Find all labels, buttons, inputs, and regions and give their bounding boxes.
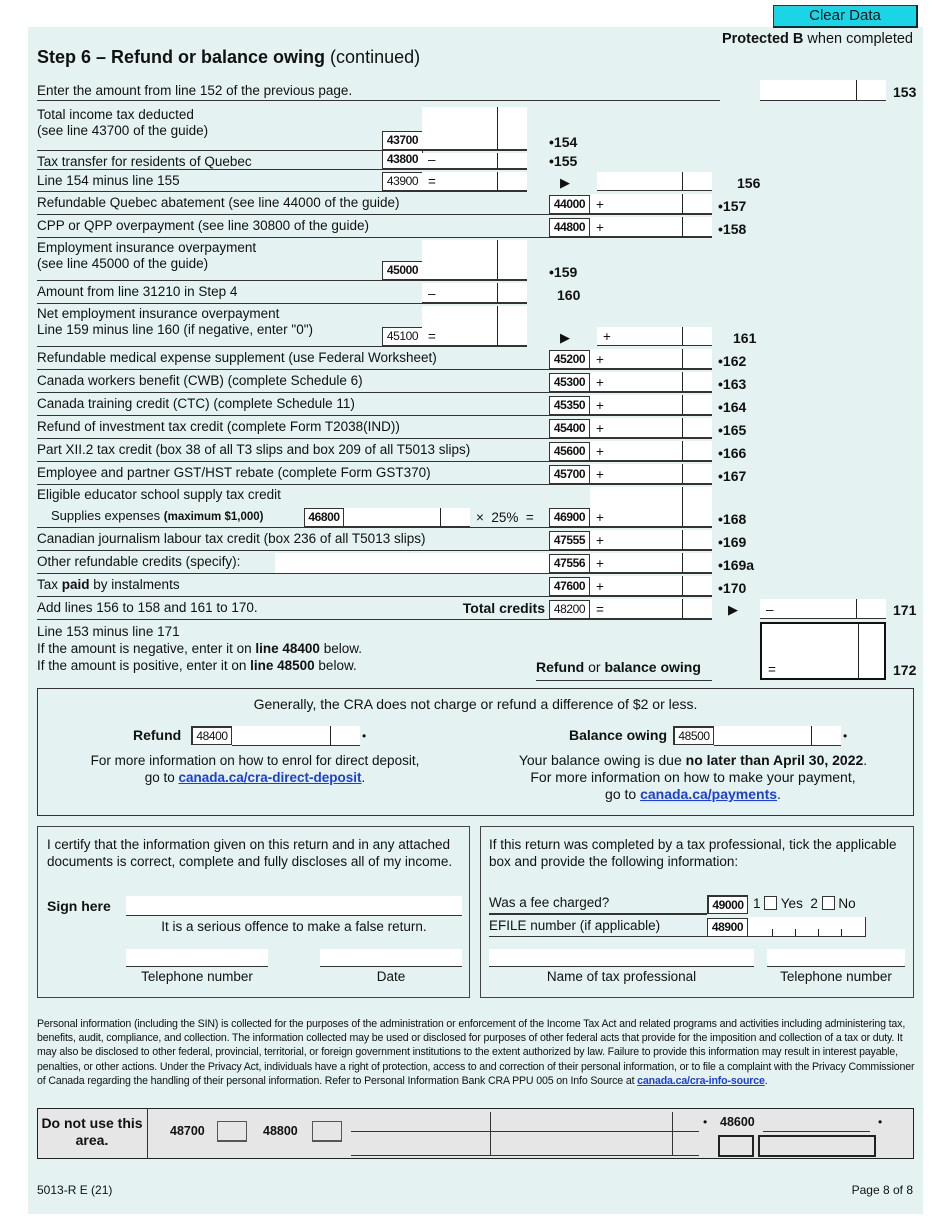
cents-divider bbox=[497, 153, 498, 168]
line-code-box: 45000 bbox=[382, 261, 423, 280]
operator-sign: + bbox=[596, 197, 604, 212]
line-number: •166 bbox=[718, 445, 747, 461]
line-code-box: 43800 bbox=[382, 150, 423, 169]
office-tick bbox=[490, 1112, 491, 1155]
cents-divider bbox=[682, 418, 683, 437]
line-number: •164 bbox=[718, 399, 747, 415]
cents-divider bbox=[682, 599, 683, 618]
telephone-label: Telephone number bbox=[141, 969, 253, 984]
operator-sign: + bbox=[596, 352, 604, 367]
operator-sign: + bbox=[596, 467, 604, 482]
line-amount-input[interactable] bbox=[590, 553, 712, 573]
line-amount-input[interactable] bbox=[590, 530, 712, 550]
no-label: No bbox=[838, 896, 856, 911]
line-number: •158 bbox=[718, 221, 747, 237]
paid-bold: paid bbox=[61, 577, 90, 592]
operator-sign: + bbox=[596, 375, 604, 390]
line-amount-input[interactable] bbox=[590, 487, 712, 527]
operator-sign: + bbox=[596, 398, 604, 413]
line-label: CPP or QPP overpayment (see line 30800 of the guide) bbox=[37, 218, 369, 233]
line-label: Canada training credit (CTC) (complete Schedule 11) bbox=[37, 396, 355, 411]
operator-sign: = bbox=[428, 174, 436, 189]
cents-divider bbox=[497, 107, 498, 149]
operator-sign: + bbox=[596, 220, 604, 235]
no-checkbox[interactable] bbox=[822, 896, 835, 910]
divider bbox=[147, 1108, 148, 1159]
tax-professional-text: If this return was completed by a tax professional, tick the applicable box and provide the following information: bbox=[489, 837, 897, 869]
office-box bbox=[718, 1135, 754, 1157]
or-word: or bbox=[584, 659, 605, 675]
balance-owing-word: balance owing bbox=[604, 659, 701, 675]
refund-code-box: 48400 bbox=[191, 726, 232, 745]
operator-sign: = bbox=[596, 602, 604, 617]
efile-label: EFILE number (if applicable) bbox=[489, 918, 661, 933]
supplies-expenses-label bbox=[51, 508, 263, 523]
row-divider bbox=[37, 237, 712, 238]
line-label: Canada workers benefit (CWB) (complete Schedule 6) bbox=[37, 373, 363, 388]
protected-b-notice bbox=[722, 31, 913, 47]
date-label: Date bbox=[376, 969, 406, 984]
operator-sign: – bbox=[428, 286, 436, 301]
line-code-box: 45300 bbox=[549, 373, 590, 392]
line-amount-input[interactable] bbox=[590, 464, 712, 484]
line-amount-input[interactable] bbox=[422, 107, 527, 150]
cents-divider bbox=[682, 530, 683, 549]
operator-sign: + bbox=[596, 444, 604, 459]
line-label: Other refundable credits (specify): bbox=[37, 554, 241, 569]
line-number: 161 bbox=[733, 330, 757, 346]
row-divider bbox=[37, 392, 712, 393]
line-code-box: 45700 bbox=[549, 465, 590, 484]
line-label: Part XII.2 tax credit (box 38 of all T3 slips and box 209 of all T5013 slips) bbox=[37, 442, 471, 457]
row-divider bbox=[37, 191, 527, 192]
cents-divider bbox=[682, 487, 683, 526]
line-code-box: 48200 bbox=[549, 600, 590, 619]
decimal-dot: • bbox=[878, 1115, 883, 1129]
office-code-48700: 48700 bbox=[170, 1124, 205, 1138]
sign-here-label: Sign here bbox=[47, 898, 111, 914]
line-amount-input[interactable] bbox=[422, 283, 527, 303]
line-label: Net employment insurance overpayment Line 159 minus line 160 (if negative, enter "0") bbox=[37, 306, 313, 337]
row-divider bbox=[37, 415, 712, 416]
row-divider bbox=[37, 550, 712, 551]
supplies-expenses-input[interactable] bbox=[344, 508, 470, 527]
line-number: •165 bbox=[718, 422, 747, 438]
direct-deposit-info bbox=[37, 752, 473, 786]
line-label: Add lines 156 to 158 and 161 to 170. bbox=[37, 600, 258, 615]
line-code-box: 47556 bbox=[549, 554, 590, 573]
row-divider bbox=[37, 527, 712, 528]
line-number: •163 bbox=[718, 376, 747, 392]
operator-sign: + bbox=[596, 533, 604, 548]
cents-divider bbox=[497, 283, 498, 302]
digit-tick bbox=[818, 929, 819, 936]
clear-data-button[interactable]: Clear Data bbox=[773, 5, 918, 28]
line-code-box: 43900 bbox=[382, 172, 423, 191]
decimal-dot: • bbox=[703, 1115, 708, 1129]
cents-divider bbox=[330, 726, 331, 745]
operator-sign: + bbox=[596, 510, 604, 525]
direct-deposit-link[interactable]: canada.ca/cra-direct-deposit bbox=[178, 770, 362, 785]
cents-divider bbox=[440, 508, 441, 526]
line-code-box: 46900 bbox=[549, 508, 590, 527]
line-number: •162 bbox=[718, 353, 747, 369]
line-number-172: 172 bbox=[893, 662, 917, 678]
line-label: Tax paid by instalments bbox=[37, 577, 180, 592]
option-1-number: 1 bbox=[753, 896, 761, 911]
line-number: •169a bbox=[718, 557, 755, 573]
line-label: Employment insurance overpayment (see line 45000 of the guide) bbox=[37, 240, 257, 271]
office-tick bbox=[672, 1112, 673, 1155]
line-amount-input[interactable] bbox=[597, 327, 712, 346]
line-label: Employee and partner GST/HST rebate (complete Form GST370) bbox=[37, 465, 431, 480]
row-divider bbox=[37, 303, 527, 304]
tax-professional-telephone-label: Telephone number bbox=[780, 969, 892, 984]
line-172-label bbox=[37, 623, 362, 674]
cents-divider bbox=[682, 372, 683, 391]
line-number: •169 bbox=[718, 534, 747, 550]
line-number: 171 bbox=[893, 602, 917, 618]
fee-code-box: 49000 bbox=[707, 895, 748, 914]
office-code-48600: 48600 bbox=[720, 1115, 755, 1129]
due-date: no later than April 30, 2022 bbox=[685, 752, 864, 768]
operator-sign: + bbox=[603, 329, 611, 344]
line-label: Refund of investment tax credit (complete Form T2038(IND)) bbox=[37, 419, 400, 434]
row-divider bbox=[37, 573, 712, 574]
operator-sign: + bbox=[596, 556, 604, 571]
line-number: •159 bbox=[549, 264, 578, 280]
line-amount-input[interactable] bbox=[422, 153, 527, 169]
line-code-box: 45400 bbox=[549, 419, 590, 438]
balance-owing-label: Balance owing bbox=[569, 727, 668, 743]
balance-owing-input[interactable] bbox=[714, 726, 841, 746]
period: . bbox=[777, 786, 781, 802]
specify-credits-input[interactable] bbox=[275, 553, 549, 573]
supplies-expenses-text: Supplies expenses bbox=[51, 508, 161, 523]
goto-text: go to bbox=[144, 770, 179, 785]
fee-options bbox=[753, 896, 856, 911]
row-divider bbox=[37, 214, 712, 215]
line-amount-input[interactable] bbox=[590, 395, 712, 415]
divider bbox=[489, 936, 707, 937]
line-amount-input[interactable] bbox=[590, 349, 712, 369]
arrow-right-icon: ▶ bbox=[728, 602, 738, 617]
do-not-use-label: Do not use this area. bbox=[41, 1115, 143, 1148]
protected-b-rest: when completed bbox=[803, 31, 913, 47]
cents-divider bbox=[856, 599, 857, 618]
title-rest: (continued) bbox=[325, 47, 421, 67]
line-number: •155 bbox=[549, 153, 578, 169]
line-label: Total income tax deducted (see line 43700 of the guide) bbox=[37, 107, 209, 138]
privacy-notice bbox=[37, 1017, 917, 1088]
cents-divider bbox=[682, 576, 683, 595]
line-number: •157 bbox=[718, 198, 747, 214]
operator-sign: – bbox=[766, 602, 774, 617]
efile-number-input[interactable] bbox=[748, 917, 866, 937]
office-box bbox=[217, 1121, 247, 1142]
line-amount-input[interactable] bbox=[590, 372, 712, 392]
line-171-input[interactable] bbox=[760, 599, 886, 619]
line-label: Line 154 minus line 155 bbox=[37, 173, 180, 188]
line-amount-input[interactable] bbox=[590, 441, 712, 461]
tax-professional-telephone-input[interactable] bbox=[767, 949, 905, 967]
row-divider bbox=[37, 100, 720, 101]
line-code-box: 45350 bbox=[549, 396, 590, 415]
arrow-right-icon: ▶ bbox=[560, 330, 570, 345]
line-label: Enter the amount from line 152 of the previous page. bbox=[37, 83, 353, 98]
protected-b-label: Protected B bbox=[721, 31, 804, 47]
line-amount-input[interactable] bbox=[590, 576, 712, 596]
line-number: 153 bbox=[893, 84, 917, 100]
telephone-input[interactable] bbox=[126, 949, 268, 967]
row-divider bbox=[37, 369, 712, 370]
row-divider bbox=[37, 169, 527, 170]
refund-or-balance-label bbox=[536, 659, 701, 675]
row-divider bbox=[37, 438, 712, 439]
title-bold: Step 6 – Refund or balance owing bbox=[37, 47, 326, 67]
row-divider bbox=[37, 596, 712, 597]
line-label: Tax transfer for residents of Quebec bbox=[37, 154, 252, 169]
equals-sign: = bbox=[768, 662, 776, 677]
line-number: 160 bbox=[557, 287, 581, 303]
line-code-box: 43700 bbox=[382, 131, 423, 150]
cents-divider bbox=[682, 553, 683, 572]
false-return-warning: It is a serious offence to make a false return. bbox=[161, 919, 427, 934]
row-divider bbox=[37, 346, 527, 347]
goto-text: go to bbox=[605, 786, 641, 802]
efile-code-box: 48900 bbox=[707, 918, 748, 937]
cents-divider bbox=[682, 194, 683, 213]
cents-divider bbox=[858, 624, 859, 678]
yes-checkbox[interactable] bbox=[764, 896, 777, 910]
digit-tick bbox=[795, 929, 796, 936]
cents-divider bbox=[682, 349, 683, 368]
line-amount-input[interactable] bbox=[590, 217, 712, 237]
cents-divider bbox=[497, 240, 498, 279]
operator-sign: – bbox=[428, 152, 436, 167]
cents-divider bbox=[497, 172, 498, 190]
line-172-input[interactable] bbox=[760, 622, 886, 680]
yes-label: Yes bbox=[780, 896, 803, 911]
cents-divider bbox=[682, 441, 683, 460]
refund-word: Refund bbox=[536, 659, 585, 675]
fee-charged-label: Was a fee charged? bbox=[489, 895, 610, 910]
cents-divider bbox=[682, 217, 683, 236]
period: . bbox=[863, 752, 868, 768]
final-line-text-3-end: below. bbox=[314, 658, 357, 673]
line-code-box: 44800 bbox=[549, 218, 590, 237]
office-line bbox=[351, 1155, 699, 1156]
line-code-box: 47555 bbox=[549, 531, 590, 550]
option-2-number: 2 bbox=[810, 896, 818, 911]
certification-text: I certify that the information given on this return and in any attached documents is correct, complete and fully discloses all of my income. bbox=[47, 837, 453, 869]
form-id: 5013-R E (21) bbox=[37, 1183, 113, 1197]
period: . bbox=[361, 770, 366, 785]
line-code-box: 45200 bbox=[549, 350, 590, 369]
cents-divider bbox=[682, 395, 683, 414]
line-number: •154 bbox=[549, 134, 578, 150]
final-line-ref-48500: line 48500 bbox=[250, 658, 315, 673]
line-number: 156 bbox=[737, 175, 761, 191]
maximum-note: (maximum $1,000) bbox=[163, 511, 264, 523]
line-label: Amount from line 31210 in Step 4 bbox=[37, 284, 238, 299]
office-digit-box bbox=[758, 1135, 876, 1157]
due-text: Your balance owing is due bbox=[518, 752, 686, 768]
row-divider bbox=[37, 461, 712, 462]
line-amount-input[interactable] bbox=[590, 418, 712, 438]
line-amount-input[interactable] bbox=[597, 172, 712, 191]
decimal-dot: • bbox=[843, 729, 848, 743]
payments-link[interactable]: canada.ca/payments bbox=[640, 786, 778, 802]
difference-note: Generally, the CRA does not charge or refund a difference of $2 or less. bbox=[253, 696, 698, 712]
line-number: •170 bbox=[718, 580, 747, 596]
page-number: Page 8 of 8 bbox=[851, 1183, 913, 1197]
operator-sign: = bbox=[428, 329, 436, 344]
line-label: Refundable Quebec abatement (see line 44000 of the guide) bbox=[37, 195, 400, 210]
line-number: •167 bbox=[718, 468, 747, 484]
line-code-box: 47600 bbox=[549, 577, 590, 596]
cents-divider bbox=[811, 726, 812, 745]
line-code-box: 46800 bbox=[304, 508, 344, 527]
final-line-text-2-end: below. bbox=[319, 641, 362, 656]
cents-divider bbox=[682, 464, 683, 483]
final-line-text-2: If the amount is negative, enter it on bbox=[37, 641, 256, 656]
operator-sign: + bbox=[596, 421, 604, 436]
direct-deposit-text: For more information on how to enrol for direct deposit, bbox=[90, 753, 420, 768]
line-label: Eligible educator school supply tax credit bbox=[37, 487, 281, 502]
refund-label: Refund bbox=[133, 727, 182, 743]
digit-tick bbox=[841, 929, 842, 936]
line-code-box: 45600 bbox=[549, 442, 590, 461]
page-title bbox=[37, 47, 420, 68]
payment-text: For more information on how to make your payment, bbox=[530, 769, 856, 785]
cents-divider bbox=[497, 306, 498, 345]
line-amount-input[interactable] bbox=[590, 194, 712, 214]
privacy-text: Personal information (including the SIN) is collected for the purposes of the administration or enforcement of the Income Tax Act and related programs and activities including administering tax, benefits, audit, compliance, and collection. The information collected may be used or disclosed for purposes of other federal acts that provide for the imposition and collection of a tax or duty. It may also be disclosed to other federal, provincial, territorial, or foreign government institutions to the extent authorized by law. Failure to provide this information may result in interest payable, penalties, or other actions. Under the Privacy Act, individuals have a right of protection, access to and correction of their personal information, or to file a complaint with the Privacy Commissioner of Canada regarding the handling of their personal information. Refer to Personal Information Bank CRA PPU 005 on Info Source at bbox=[37, 1018, 915, 1087]
final-line-ref-48400: line 48400 bbox=[255, 641, 320, 656]
period: . bbox=[764, 1074, 768, 1087]
row-divider bbox=[37, 280, 527, 281]
office-code-48800: 48800 bbox=[263, 1124, 298, 1138]
refund-input[interactable] bbox=[232, 726, 360, 746]
info-source-link[interactable]: canada.ca/cra-info-source bbox=[637, 1074, 765, 1087]
signature-input[interactable] bbox=[126, 896, 462, 916]
divider bbox=[489, 913, 707, 915]
tax-professional-name-input[interactable] bbox=[489, 949, 754, 967]
balance-owing-code-box: 48500 bbox=[673, 726, 714, 745]
row-divider bbox=[37, 150, 527, 151]
cents-divider bbox=[856, 80, 857, 100]
line-amount-input[interactable] bbox=[422, 172, 527, 191]
line-amount-input[interactable] bbox=[422, 240, 527, 280]
line-label: Canadian journalism labour tax credit (box 236 of all T5013 slips) bbox=[37, 531, 426, 546]
payment-info bbox=[475, 752, 911, 803]
row-divider bbox=[37, 619, 712, 620]
cents-divider bbox=[682, 172, 683, 190]
total-credits-label: Total credits bbox=[462, 600, 545, 616]
office-line bbox=[351, 1131, 699, 1132]
row-divider bbox=[37, 484, 712, 485]
line-amount-input[interactable] bbox=[422, 306, 527, 346]
multiplier-text: × 25% = bbox=[476, 510, 534, 525]
arrow-right-icon: ▶ bbox=[560, 175, 570, 190]
office-line bbox=[763, 1131, 870, 1132]
line-label: Refundable medical expense supplement (use Federal Worksheet) bbox=[37, 350, 437, 365]
digit-tick bbox=[772, 929, 773, 936]
line-code-box: 44000 bbox=[549, 195, 590, 214]
line-amount-input[interactable] bbox=[590, 599, 712, 619]
operator-sign: + bbox=[596, 579, 604, 594]
date-input[interactable] bbox=[320, 949, 462, 967]
office-box bbox=[312, 1121, 342, 1142]
tax-professional-name-label: Name of tax professional bbox=[546, 969, 697, 984]
final-line-text-3: If the amount is positive, enter it on bbox=[37, 658, 251, 673]
line-number: •168 bbox=[718, 511, 747, 527]
line-153-input[interactable] bbox=[760, 80, 886, 101]
line-code-box: 45100 bbox=[382, 327, 423, 346]
final-line-text-1: Line 153 minus line 171 bbox=[37, 624, 180, 639]
decimal-dot: • bbox=[362, 729, 367, 743]
cents-divider bbox=[682, 327, 683, 345]
divider bbox=[536, 680, 712, 681]
